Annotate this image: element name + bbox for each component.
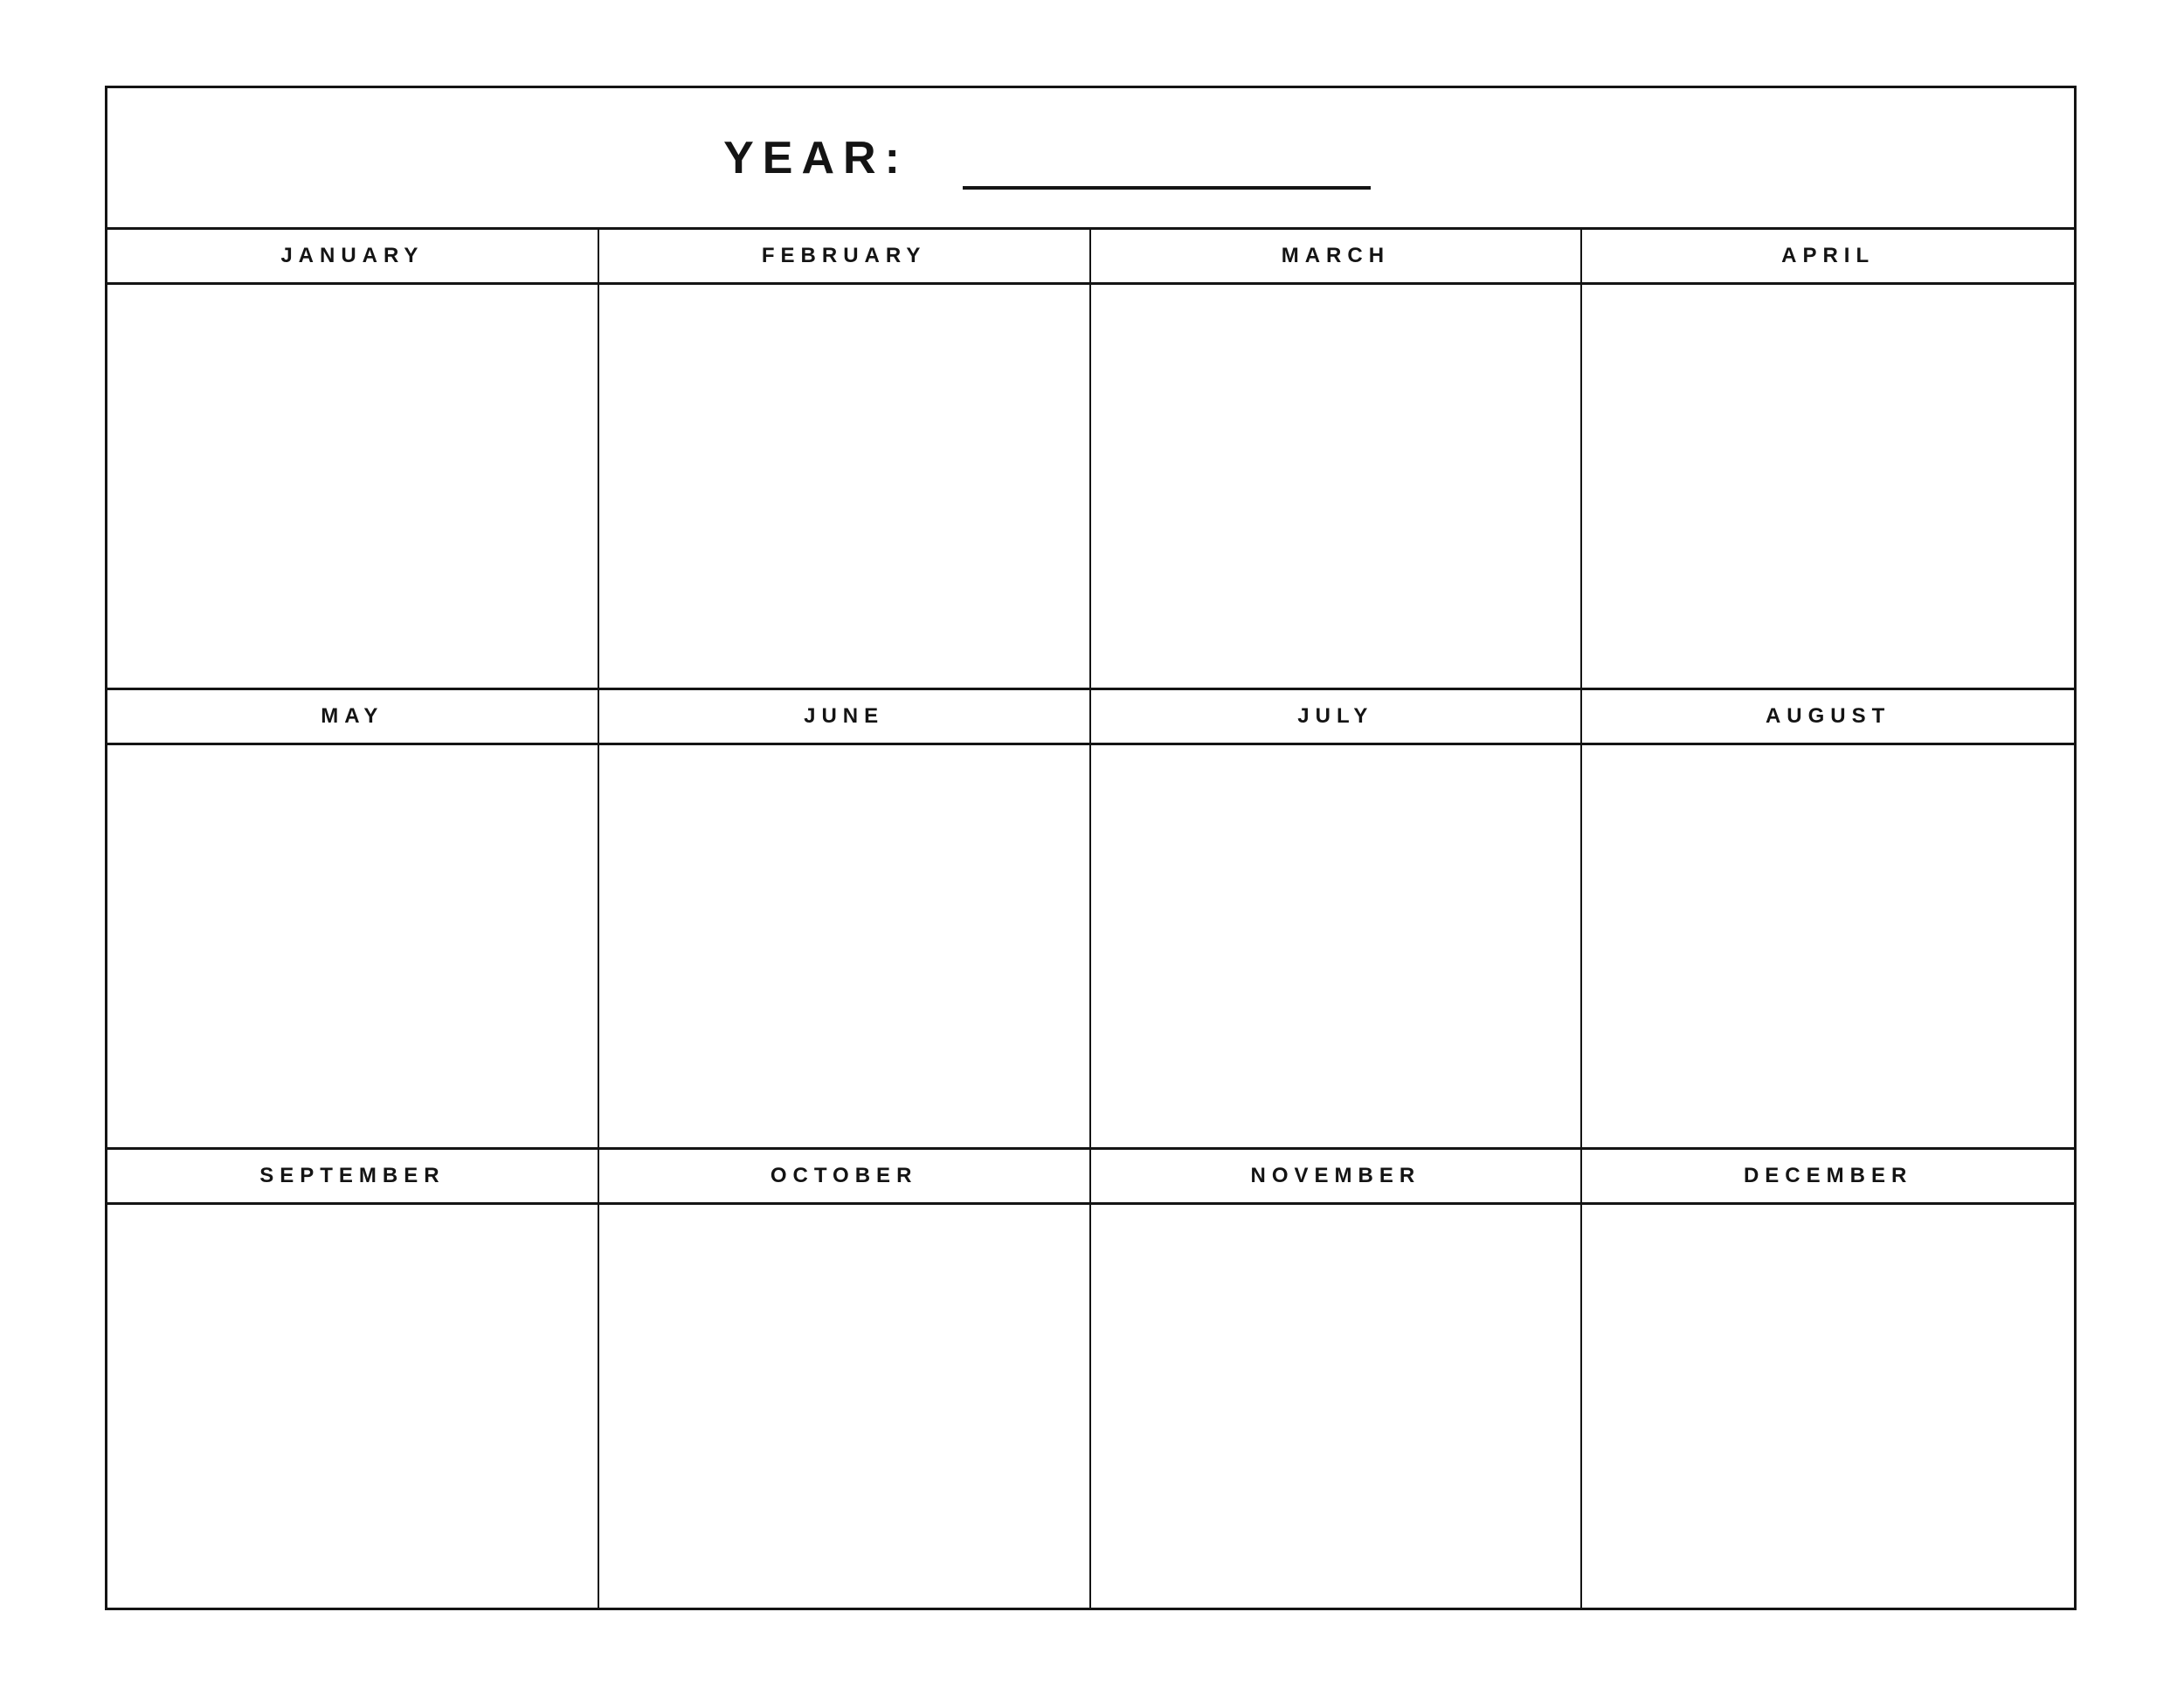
month-cells-row-2 xyxy=(107,745,2074,1151)
month-header-june: JUNE xyxy=(599,690,1091,743)
month-cell-may xyxy=(107,745,599,1148)
month-header-row-2 xyxy=(107,690,2074,745)
year-fill-in-line[interactable] xyxy=(963,186,1371,190)
month-cell-february xyxy=(599,285,1091,688)
month-header-row-3 xyxy=(107,1150,2074,1205)
month-cell-september xyxy=(107,1205,599,1608)
month-cell-january xyxy=(107,285,599,688)
month-header-march: MARCH xyxy=(1091,230,1583,282)
title-group xyxy=(723,132,1371,183)
month-cell-june xyxy=(599,745,1091,1148)
month-cell-march xyxy=(1091,285,1583,688)
month-cell-december xyxy=(1582,1205,2074,1608)
month-header-october: OCTOBER xyxy=(599,1150,1091,1202)
month-header-november: NOVEMBER xyxy=(1091,1150,1583,1202)
title-band xyxy=(107,88,2074,230)
month-header-july: JULY xyxy=(1091,690,1583,743)
month-header-january: JANUARY xyxy=(107,230,599,282)
month-header-august: AUGUST xyxy=(1765,703,1891,728)
month-cell-april xyxy=(1582,285,2074,688)
month-header-september: SEPTEMBER xyxy=(107,1150,599,1202)
month-header-may: MAY xyxy=(107,690,599,743)
month-cells-row-1 xyxy=(107,285,2074,690)
month-cell-july xyxy=(1091,745,1583,1148)
month-cells-row-3 xyxy=(107,1205,2074,1608)
calendar-sheet xyxy=(105,86,2077,1610)
month-cell-october xyxy=(599,1205,1091,1608)
month-cell-november xyxy=(1091,1205,1583,1608)
month-cell-august xyxy=(1582,745,2074,1148)
month-header-february: FEBRUARY xyxy=(599,230,1091,282)
year-label: YEAR: xyxy=(723,132,909,183)
month-header-april: APRIL xyxy=(1781,244,1876,267)
month-header-december: DECEMBER xyxy=(1743,1164,1913,1188)
month-header-row-1 xyxy=(107,230,2074,285)
